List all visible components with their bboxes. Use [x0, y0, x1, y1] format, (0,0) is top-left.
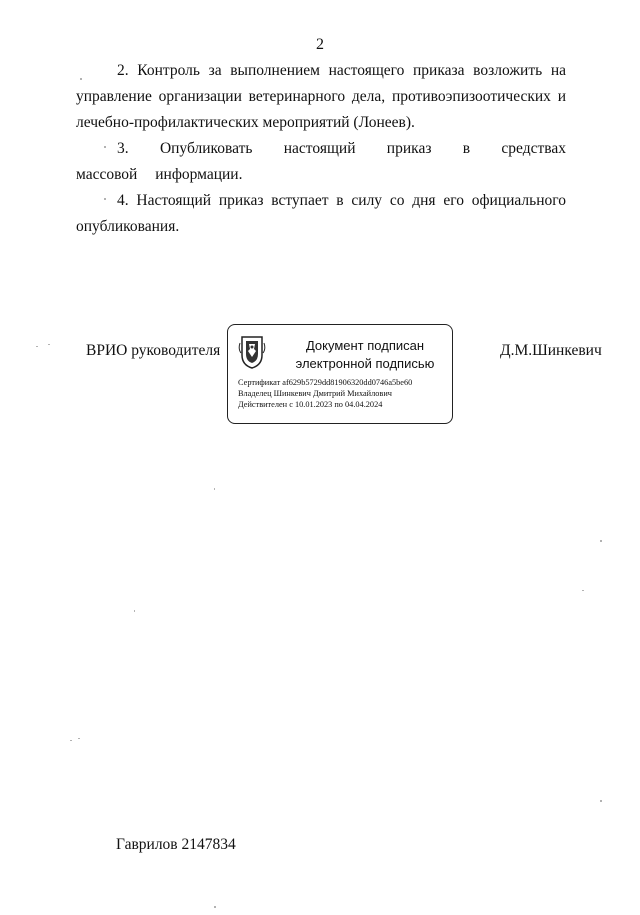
executor-note: Гаврилов 2147834 — [116, 836, 236, 853]
scan-speck — [80, 78, 82, 80]
stamp-title — [280, 337, 450, 373]
scan-speck — [48, 344, 50, 345]
stamp-title-line-1: Документ подписан — [305, 338, 425, 353]
paragraph-3: 3. Опубликовать настоящий приказ в средствах массовой информации. — [76, 140, 566, 183]
scan-speck — [134, 610, 135, 612]
stamp-title-line-2: электронной подписью — [295, 356, 435, 371]
scan-speck — [104, 198, 106, 200]
stamp-validity: Действителен с 10.01.2023 по 04.04.2024 — [238, 400, 383, 409]
signer-title: ВРИО руководителя — [86, 342, 221, 359]
scan-speck — [600, 540, 602, 542]
paragraph-4: 4. Настоящий приказ вступает в силу со дня его официального опубликования. — [76, 192, 566, 235]
page-number: 2 — [316, 36, 324, 53]
scan-speck — [582, 590, 584, 591]
scan-speck — [70, 740, 72, 741]
signer-name: Д.М.Шинкевич — [500, 342, 602, 359]
scan-speck — [36, 346, 38, 347]
scan-speck — [214, 488, 215, 490]
scan-speck — [78, 738, 80, 739]
scan-speck — [104, 146, 106, 148]
scan-speck — [600, 800, 602, 802]
scan-speck — [214, 906, 216, 908]
order-text — [76, 58, 566, 240]
stamp-owner: Владелец Шинкевич Дмитрий Михайлович — [238, 389, 392, 398]
electronic-signature-stamp — [227, 324, 453, 424]
paragraph-2: 2. Контроль за выполнением настоящего приказа возложить на управление организации ветеринарного дела, противоэпизоотических и лечебно-профилактических мероприятий (Лонеев). — [76, 62, 566, 131]
coat-of-arms-icon — [238, 335, 266, 369]
stamp-certificate: Сертификат af629b5729dd81906320dd0746a5be60 — [238, 378, 413, 387]
stamp-details — [238, 377, 452, 410]
